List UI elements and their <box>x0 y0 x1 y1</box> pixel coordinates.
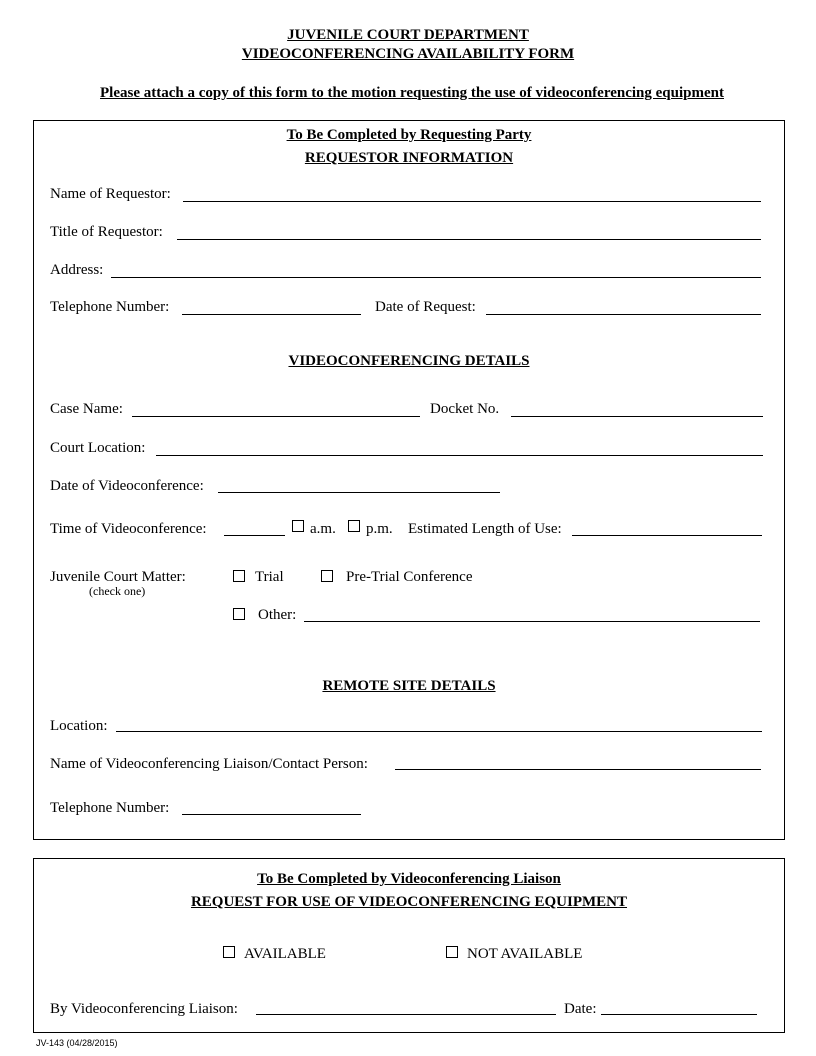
department-title: JUVENILE COURT DEPARTMENT <box>287 27 529 43</box>
pre-trial-conference-label: Pre-Trial Conference <box>346 569 473 585</box>
requestor-subtitle: To Be Completed by Requesting Party <box>286 127 532 143</box>
court-location-field[interactable] <box>156 455 763 456</box>
time-of-videoconference-label: Time of Videoconference: <box>50 521 207 537</box>
remote-location-field[interactable] <box>116 731 762 732</box>
address-label: Address: <box>50 262 104 278</box>
liaison-contact-field[interactable] <box>395 769 761 770</box>
pre-trial-conference-checkbox[interactable] <box>321 570 333 582</box>
form-id: JV-143 (04/28/2015) <box>36 1038 118 1048</box>
case-name-label: Case Name: <box>50 401 123 417</box>
liaison-section-title: REQUEST FOR USE OF VIDEOCONFERENCING EQUIPMENT <box>190 894 628 910</box>
requestor-telephone-label: Telephone Number: <box>50 299 170 315</box>
not-available-checkbox[interactable] <box>446 946 458 958</box>
date-of-request-field[interactable] <box>486 314 761 315</box>
am-checkbox[interactable] <box>292 520 304 532</box>
requestor-section-title: REQUESTOR INFORMATION <box>304 150 514 166</box>
date-of-videoconference-label: Date of Videoconference: <box>50 478 204 494</box>
title-of-requestor-field[interactable] <box>177 239 761 240</box>
date-of-request-label: Date of Request: <box>375 299 476 315</box>
trial-label: Trial <box>255 569 284 585</box>
liaison-subtitle: To Be Completed by Videoconferencing Liaison <box>257 871 561 887</box>
docket-no-field[interactable] <box>511 416 763 417</box>
docket-no-label: Docket No. <box>430 401 500 417</box>
am-label: a.m. <box>310 521 336 537</box>
pm-label: p.m. <box>366 521 393 537</box>
remote-location-label: Location: <box>50 718 108 734</box>
not-available-label: NOT AVAILABLE <box>467 946 583 962</box>
time-of-videoconference-field[interactable] <box>224 535 285 536</box>
details-section-title: VIDEOCONFERENCING DETAILS <box>288 353 530 369</box>
remote-telephone-label: Telephone Number: <box>50 800 170 816</box>
other-label: Other: <box>258 607 297 623</box>
name-of-requestor-label: Name of Requestor: <box>50 186 171 202</box>
requestor-telephone-field[interactable] <box>182 314 361 315</box>
date-of-videoconference-field[interactable] <box>218 492 500 493</box>
liaison-date-field[interactable] <box>601 1014 757 1015</box>
pm-checkbox[interactable] <box>348 520 360 532</box>
remote-telephone-field[interactable] <box>182 814 361 815</box>
estimated-length-label: Estimated Length of Use: <box>408 521 562 537</box>
other-field[interactable] <box>304 621 760 622</box>
name-of-requestor-field[interactable] <box>183 201 761 202</box>
address-field[interactable] <box>111 277 761 278</box>
liaison-date-label: Date: <box>564 1001 597 1017</box>
form-title: VIDEOCONFERENCING AVAILABILITY FORM <box>241 46 575 62</box>
available-label: AVAILABLE <box>244 946 326 962</box>
case-name-field[interactable] <box>132 416 420 417</box>
trial-checkbox[interactable] <box>233 570 245 582</box>
court-location-label: Court Location: <box>50 440 146 456</box>
estimated-length-field[interactable] <box>572 535 762 536</box>
remote-site-section-title: REMOTE SITE DETAILS <box>322 678 496 694</box>
by-liaison-signature-field[interactable] <box>256 1014 556 1015</box>
check-one-note: (check one) <box>89 584 146 598</box>
other-checkbox[interactable] <box>233 608 245 620</box>
available-checkbox[interactable] <box>223 946 235 958</box>
attach-instruction: Please attach a copy of this form to the motion requesting the use of videoconferencing equipment <box>100 85 724 101</box>
by-liaison-label: By Videoconferencing Liaison: <box>50 1001 238 1017</box>
title-of-requestor-label: Title of Requestor: <box>50 224 163 240</box>
juvenile-court-matter-label: Juvenile Court Matter: <box>50 569 186 585</box>
liaison-contact-label: Name of Videoconferencing Liaison/Contact Person: <box>50 756 368 772</box>
